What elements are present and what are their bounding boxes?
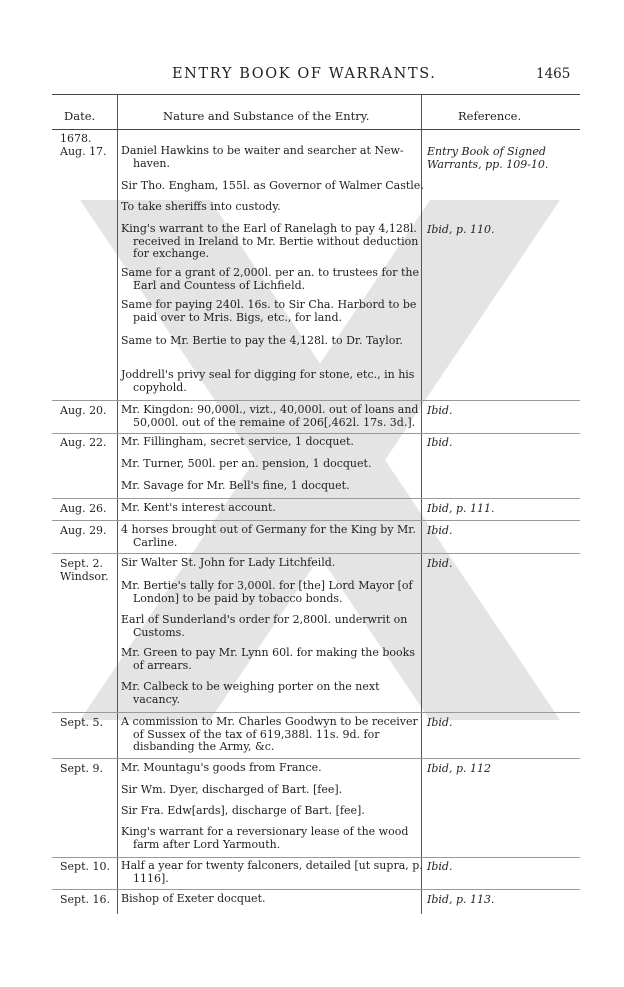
row-separator <box>52 433 580 434</box>
row-separator <box>52 520 580 521</box>
row-entry: Mr. Fillingham, secret service, 1 docquet. <box>121 435 354 448</box>
page-number: 1465 <box>536 66 571 82</box>
row-reference: Ibid. <box>427 716 453 729</box>
row-reference: Entry Book of Signed Warrants, pp. 109-10. <box>427 145 549 171</box>
row-entry: Same to Mr. Bertie to pay the 4,128l. to Dr. Taylor. <box>121 334 403 347</box>
row-separator <box>52 712 580 713</box>
row-entry: Mr. Calbeck to be weighing porter on the next vacancy. <box>121 680 380 706</box>
row-entry: King's warrant to the Earl of Ranelagh to pay 4,128l. received in Ireland to Mr. Bertie without deduction for exchange. <box>121 222 419 260</box>
row-entry: Bishop of Exeter docquet. <box>121 892 266 905</box>
row-entry: Daniel Hawkins to be waiter and searcher at New-haven. <box>121 144 404 170</box>
row-date: Sept. 16. <box>60 893 110 906</box>
row-entry: Sir Fra. Edw[ards], discharge of Bart. [fee]. <box>121 804 365 817</box>
row-entry: Mr. Kent's interest account. <box>121 501 276 514</box>
row-entry: 4 horses brought out of Germany for the King by Mr. Carline. <box>121 523 416 549</box>
row-date: Sept. 9. <box>60 762 103 775</box>
row-date: Sept. 10. <box>60 860 110 873</box>
row-entry: Mr. Savage for Mr. Bell's fine, 1 docquet. <box>121 479 350 492</box>
row-separator <box>52 758 580 759</box>
column-header-reference: Reference. <box>458 109 522 123</box>
row-date: Sept. 5. <box>60 716 103 729</box>
row-entry: Earl of Sunderland's order for 2,800l. underwrit on Customs. <box>121 613 408 639</box>
row-separator <box>52 498 580 499</box>
row-entry: Mr. Bertie's tally for 3,000l. for [the] Lord Mayor [of London] to be paid by tobacco bonds. <box>121 579 413 605</box>
row-reference: Ibid, p. 112 <box>427 762 491 775</box>
row-separator <box>52 400 580 401</box>
header-top-rule <box>52 94 580 95</box>
column-header-date: Date. <box>64 109 96 123</box>
row-date: Aug. 17. <box>60 145 107 158</box>
column-divider-left <box>117 94 118 914</box>
row-entry: Mr. Green to pay Mr. Lynn 60l. for making the books of arrears. <box>121 646 415 672</box>
row-date: Aug. 29. <box>60 524 107 537</box>
row-separator <box>52 857 580 858</box>
row-separator <box>52 553 580 554</box>
row-date: Sept. 2. Windsor. <box>60 557 109 583</box>
row-separator <box>52 889 580 890</box>
row-reference: Ibid. <box>427 557 453 570</box>
header-bottom-rule <box>52 129 580 130</box>
row-entry: Sir Wm. Dyer, discharged of Bart. [fee]. <box>121 783 343 796</box>
row-date: Aug. 26. <box>60 502 107 515</box>
row-entry: Mr. Turner, 500l. per an. pension, 1 docquet. <box>121 457 372 470</box>
row-reference: Ibid, p. 113. <box>427 893 495 906</box>
row-entry: Half a year for twenty falconers, detailed [ut supra, p. 1116]. <box>121 859 423 885</box>
row-entry: Same for a grant of 2,000l. per an. to trustees for the Earl and Countess of Lichfield. <box>121 266 420 292</box>
row-reference: Ibid. <box>427 404 453 417</box>
row-entry: Same for paying 240l. 16s. to Sir Cha. Harbord to be paid over to Mris. Bigs, etc., for land. <box>121 298 417 324</box>
row-date: Aug. 20. <box>60 404 107 417</box>
row-entry: Mr. Mountagu's goods from France. <box>121 761 322 774</box>
row-reference: Ibid. <box>427 860 453 873</box>
page-header-title: ENTRY BOOK OF WARRANTS. <box>172 66 437 82</box>
row-reference: Ibid, p. 110. <box>427 223 495 236</box>
row-reference: Ibid. <box>427 524 453 537</box>
column-header-nature: Nature and Substance of the Entry. <box>163 109 370 123</box>
row-entry: Joddrell's privy seal for digging for stone, etc., in his copyhold. <box>121 368 415 394</box>
row-reference: Ibid, p. 111. <box>427 502 495 515</box>
row-entry: A commission to Mr. Charles Goodwyn to be receiver of Sussex of the tax of 619,388l. 11s. 9d. for disbanding the Army, &c. <box>121 715 418 753</box>
row-reference: Ibid. <box>427 436 453 449</box>
row-entry: Sir Tho. Engham, 155l. as Governor of Walmer Castle. <box>121 179 424 192</box>
year-label: 1678. <box>60 132 92 145</box>
row-entry: Sir Walter St. John for Lady Litchfeild. <box>121 556 336 569</box>
row-entry: To take sheriffs into custody. <box>121 200 281 213</box>
row-entry: King's warrant for a reversionary lease of the wood farm after Lord Yarmouth. <box>121 825 409 851</box>
row-entry: Mr. Kingdon: 90,000l., vizt., 40,000l. out of loans and 50,000l. out of the remaine of 206[,462l. 17s. 3d.]. <box>121 403 419 429</box>
row-date: Aug. 22. <box>60 436 107 449</box>
